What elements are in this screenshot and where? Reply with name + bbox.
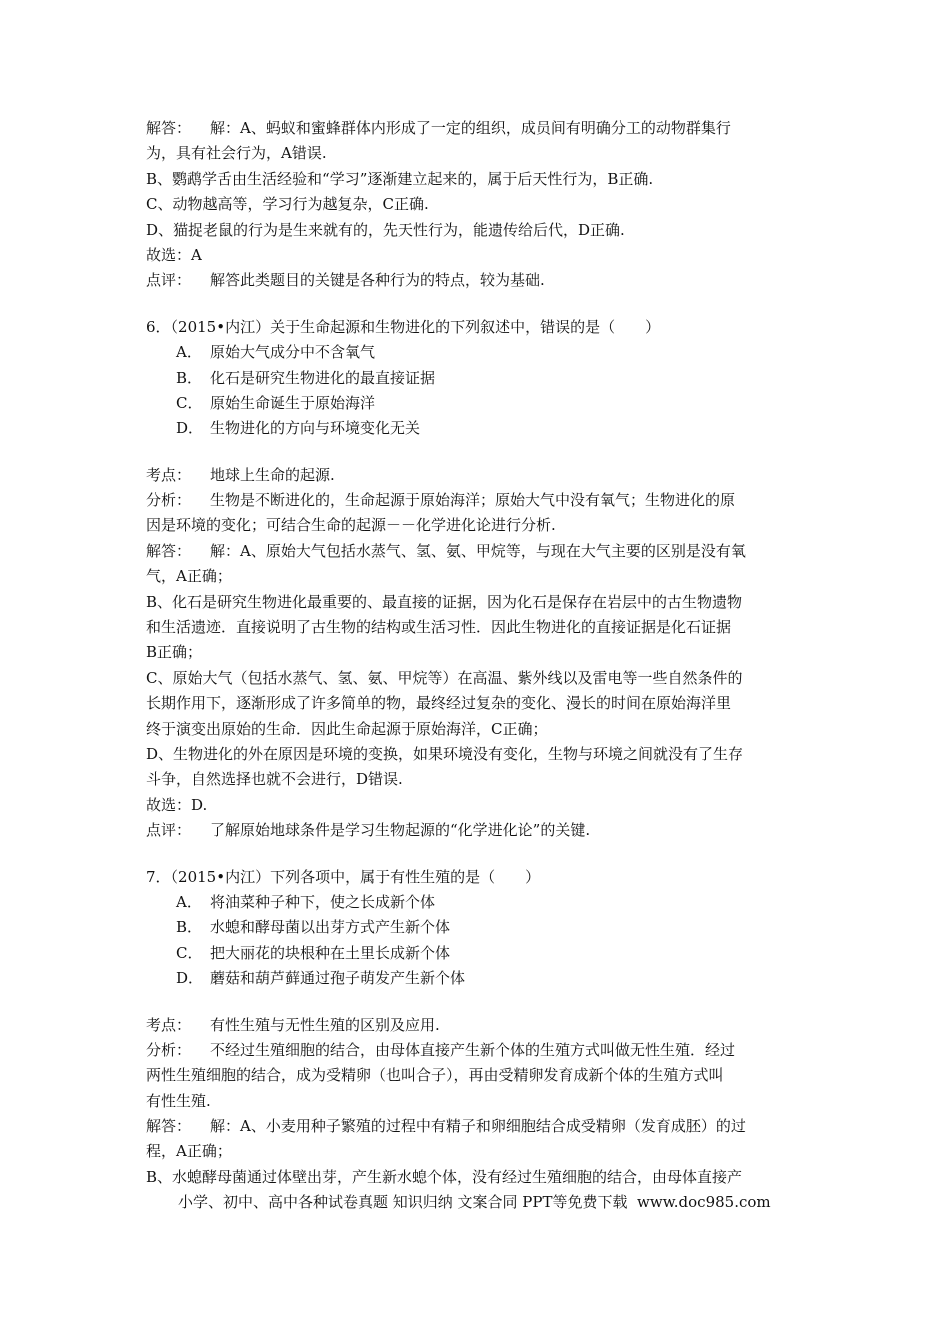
option-c [146, 391, 810, 416]
text-line: D、猫捉老鼠的行为是生来就有的，先天性行为，能遗传给后代，D正确. [146, 220, 625, 239]
answer-text: 解：A、蚂蚁和蜜蜂群体内形成了一定的组织，成员间有明确分工的动物群集行 [210, 119, 731, 137]
option-text: 原始大气成分中不含氧气 [210, 343, 376, 362]
option-text: 化石是研究生物进化的最直接证据 [210, 368, 436, 387]
option-d [146, 416, 810, 441]
document-body [146, 116, 810, 1190]
comment-label: 点评： [146, 271, 192, 290]
text-line: 程，A正确； [146, 1142, 232, 1161]
answer-label: 解答： [146, 119, 192, 137]
text-line: 两性生殖细胞的结合，成为受精卵（也叫合子），再由受精卵发育成新个体的生殖方式叫 [146, 1066, 724, 1085]
analysis-label: 分析： [146, 491, 192, 510]
text-line: D、生物进化的外在原因是环境的变换，如果环境没有变化，生物与环境之间就没有了生存 [146, 744, 744, 763]
analysis-label: 分析： [146, 1040, 192, 1059]
text-line: B、化石是研究生物进化最重要的、最直接的证据，因为化石是保存在岩层中的古生物遗物 [146, 592, 743, 611]
text-line: 故选：D. [146, 795, 208, 814]
text-line: 有性生殖. [146, 1091, 211, 1110]
answer-text: 解：A、原始大气包括水蒸气、氢、氨、甲烷等，与现在大气主要的区别是没有氧 [210, 541, 746, 560]
comment-label: 点评： [146, 821, 192, 840]
option-letter: A． [176, 343, 202, 362]
analysis-text: 生物是不断进化的，生命起源于原始海洋；原始大气中没有氧气；生物进化的原 [210, 491, 736, 510]
comment-line [146, 268, 810, 293]
topic-line [146, 463, 810, 488]
text-line: B正确； [146, 643, 203, 662]
answer-label: 解答： [146, 541, 192, 560]
topic-text: 有性生殖与无性生殖的区别及应用. [210, 1015, 440, 1034]
text-line: 长期作用下，逐渐形成了许多简单的物，最终经过复杂的变化、漫长的时间在原始海洋里 [146, 694, 732, 713]
analysis-text: 不经过生殖细胞的结合，由母体直接产生新个体的生殖方式叫做无性生殖．经过 [210, 1040, 736, 1059]
option-letter: C． [176, 943, 203, 962]
comment-text: 了解原始地球条件是学习生物起源的“化学进化论”的关键. [210, 821, 591, 840]
analysis-line [146, 488, 810, 513]
topic-line [146, 1013, 810, 1038]
option-c [146, 941, 810, 966]
option-letter: B． [176, 918, 203, 937]
topic-text: 地球上生命的起源. [210, 465, 335, 484]
topic-label: 考点： [146, 1015, 192, 1034]
option-b [146, 915, 810, 940]
analysis-line [146, 1038, 810, 1063]
comment-line [146, 818, 810, 843]
option-text: 原始生命诞生于原始海洋 [210, 393, 376, 412]
answer-line [146, 116, 810, 141]
answer-line [146, 539, 810, 564]
text-line: C、动物越高等，学习行为越复杂，C正确. [146, 195, 429, 214]
answer-line [146, 1114, 810, 1139]
option-letter: D． [176, 419, 204, 438]
text-line: 气，A正确； [146, 567, 232, 586]
option-text: 水螅和酵母菌以出芽方式产生新个体 [210, 918, 451, 937]
question-stem: 7．（2015•内江）下列各项中，属于有性生殖的是（ ） [146, 867, 541, 886]
text-line: 故选：A [146, 245, 202, 264]
text-line: 为，具有社会行为，A错误. [146, 144, 327, 163]
question-stem: 6．（2015•内江）关于生命起源和生物进化的下列叙述中，错误的是（ ） [146, 317, 661, 336]
footer-url: www.doc985.com [637, 1193, 771, 1211]
answer-text: 解：A、小麦用种子繁殖的过程中有精子和卵细胞结合成受精卵（发育成胚）的过 [210, 1117, 746, 1136]
text-line: B、水螅酵母菌通过体壁出芽，产生新水螅个体，没有经过生殖细胞的结合，由母体直接产 [146, 1167, 743, 1186]
option-b [146, 366, 810, 391]
option-text: 将油菜种子种下，使之长成新个体 [210, 892, 436, 911]
option-a [146, 890, 810, 915]
footer-text: 小学、初中、高中各种试卷真题 知识归纳 文案合同 PPT等免费下载 [178, 1193, 628, 1211]
option-text: 把大丽花的块根种在土里长成新个体 [210, 943, 451, 962]
answer-label: 解答： [146, 1117, 192, 1136]
topic-label: 考点： [146, 465, 192, 484]
option-a [146, 340, 810, 365]
text-line: C、原始大气（包括水蒸气、氢、氨、甲烷等）在高温、紫外线以及雷电等一些自然条件的 [146, 668, 743, 687]
page-footer [178, 1190, 798, 1215]
option-letter: B． [176, 368, 203, 387]
option-letter: D． [176, 969, 204, 988]
option-text: 蘑菇和葫芦藓通过孢子萌发产生新个体 [210, 969, 466, 988]
text-line: 终于演变出原始的生命．因此生命起源于原始海洋，C正确； [146, 719, 548, 738]
comment-text: 解答此类题目的关键是各种行为的特点，较为基础. [210, 271, 545, 290]
text-line: 因是环境的变化；可结合生命的起源－－化学进化论进行分析. [146, 516, 556, 535]
option-letter: A． [176, 892, 202, 911]
text-line: 斗争，自然选择也就不会进行，D错误. [146, 770, 403, 789]
text-line: B、鹦鹉学舌由生活经验和“学习”逐渐建立起来的，属于后天性行为，B正确. [146, 169, 654, 188]
text-line: 和生活遗迹．直接说明了古生物的结构或生活习性．因此生物进化的直接证据是化石证据 [146, 618, 732, 637]
option-d [146, 966, 810, 991]
option-text: 生物进化的方向与环境变化无关 [210, 419, 421, 438]
option-letter: C． [176, 393, 203, 412]
